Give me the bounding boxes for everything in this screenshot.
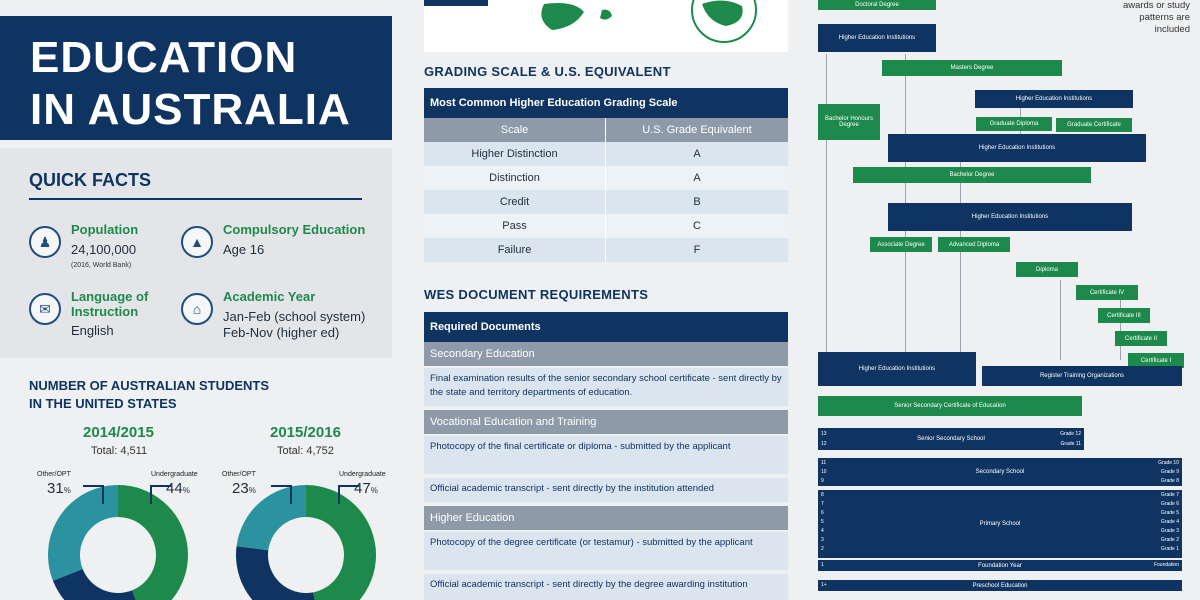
grade-label: Grade 2 <box>1160 537 1179 543</box>
other-label: Other/OPT <box>37 471 71 478</box>
hei-box-2: Higher Education Institutions <box>975 90 1133 108</box>
fact-label-line-1: Language of <box>71 289 149 304</box>
box-label: Senior Secondary School <box>917 436 985 442</box>
requirement-item: Official academic transcript - sent directly by the degree awarding institution <box>424 574 788 600</box>
undergraduate-slice <box>118 485 188 600</box>
level-number: 2 <box>821 546 824 552</box>
certificate-iv-box: Certificate IV <box>1076 285 1138 300</box>
level-number: 3 <box>821 537 824 543</box>
donut-chart-2014 <box>47 484 189 600</box>
us-grade-cell: A <box>605 142 788 166</box>
wes-heading: WES DOCUMENT REQUIREMENTS <box>424 287 649 302</box>
other-opt-slice <box>48 485 118 581</box>
certificate-iii-box: Certificate III <box>1098 308 1150 323</box>
grading-table-title: Most Common Higher Education Grading Scale <box>424 88 788 118</box>
table-row <box>424 166 788 190</box>
hei-box-5: Higher Education Institutions <box>818 352 976 386</box>
fact-label: Academic Year <box>223 289 316 304</box>
us-grade-cell: F <box>605 238 788 262</box>
level-number: 5 <box>821 519 824 525</box>
grade-label: Grade 11 <box>1060 441 1081 447</box>
grade-label: Grade 6 <box>1160 501 1179 507</box>
fact-population <box>29 222 179 282</box>
other-percent: 31% <box>47 480 71 497</box>
us-grade-cell: A <box>605 166 788 190</box>
year-label: 2014/2015 <box>83 424 154 441</box>
other-opt-slice <box>237 485 306 550</box>
title-line-1: EDUCATION <box>30 33 298 82</box>
fact-value: 24,100,000 <box>71 242 137 257</box>
grade-label: Grade 7 <box>1160 492 1179 498</box>
advanced-diploma-box: Advanced Diploma <box>938 237 1010 252</box>
grading-heading: GRADING SCALE & U.S. EQUIVALENT <box>424 64 671 79</box>
requirement-item: Final examination results of the senior secondary school certificate - sent directly by the state and territory departments of education. <box>424 368 788 406</box>
donut-chart-2015 <box>235 484 377 600</box>
students-heading-line-2: IN THE UNITED STATES <box>29 396 177 411</box>
hei-box-3: Higher Education Institutions <box>888 134 1146 162</box>
grade-label: Grade 3 <box>1160 528 1179 534</box>
fact-label: Population <box>71 222 139 237</box>
connector-line <box>960 160 961 360</box>
level-number: 10 <box>821 469 827 475</box>
foundation-year-box <box>818 560 1182 571</box>
map-card <box>424 0 788 52</box>
rto-box: Register Training Organizations <box>982 366 1182 386</box>
fact-value-line-2: Feb-Nov (higher ed) <box>223 325 340 340</box>
undergraduate-percent: 44% <box>166 480 190 497</box>
grade-label: Grade 8 <box>1160 478 1179 484</box>
connector-line <box>826 54 827 354</box>
divider <box>29 198 362 200</box>
people-icon: ♟ <box>29 226 61 258</box>
year-total: Total: 4,511 <box>91 445 148 457</box>
table-row <box>424 214 788 238</box>
diploma-box: Diploma <box>1016 262 1078 277</box>
primary-school-box <box>818 490 1182 558</box>
speech-bubble-icon: ✉ <box>29 293 61 325</box>
senior-secondary-school-box <box>818 428 1084 450</box>
grade-label: Grade 5 <box>1160 510 1179 516</box>
us-grade-cell: B <box>605 190 788 214</box>
fact-value: Age 16 <box>223 242 265 257</box>
undergraduate-percent: 47% <box>354 480 378 497</box>
box-label: Secondary School <box>975 469 1025 475</box>
scale-cell: Failure <box>497 244 532 256</box>
scale-cell: Higher Distinction <box>471 148 558 160</box>
level-number: 9 <box>821 478 824 484</box>
diagram-note <box>1090 0 1190 36</box>
column-header: Scale <box>500 124 529 136</box>
requirement-section-title: Secondary Education <box>424 342 788 366</box>
undergraduate-label: Undergraduate <box>339 471 386 478</box>
requirement-item: Photocopy of the final certificate or diploma - submitted by the applicant <box>424 436 788 474</box>
level-number: 11 <box>821 460 827 466</box>
fact-value: English <box>71 323 114 338</box>
bachelor-honours-box: Bachelor Honours Degree <box>818 104 880 140</box>
level-number: 7 <box>821 501 824 507</box>
grade-label: Grade 10 <box>1158 460 1179 466</box>
other-percent: 23% <box>232 480 256 497</box>
grade-label: Grade 1 <box>1160 546 1179 552</box>
requirement-section-title: Vocational Education and Training <box>424 410 788 434</box>
level-number: 8 <box>821 492 824 498</box>
box-label: Preschool Education <box>972 582 1028 589</box>
level-number: 12 <box>821 441 827 447</box>
graduate-slice <box>236 546 319 600</box>
title-banner <box>0 16 392 140</box>
grade-label: Grade 12 <box>1060 431 1081 437</box>
fact-compulsory <box>181 222 381 282</box>
students-heading <box>29 377 329 413</box>
graduate-certificate-box: Graduate Certificate <box>1056 118 1132 132</box>
year-label: 2015/2016 <box>270 424 341 441</box>
fact-note: (2016, World Bank) <box>71 262 132 269</box>
scale-cell: Pass <box>502 220 527 232</box>
quick-facts-heading: QUICK FACTS <box>29 170 152 190</box>
box-label: Foundation Year <box>978 562 1022 569</box>
associate-degree-box: Associate Degree <box>870 237 932 252</box>
other-label: Other/OPT <box>222 471 256 478</box>
graduation-cap-icon: ▲ <box>181 226 213 258</box>
grade-label: Foundation <box>1153 562 1179 568</box>
fact-academic-year <box>181 289 386 349</box>
connector-line <box>1060 280 1061 360</box>
grade-label: Grade 4 <box>1160 519 1179 525</box>
students-heading-line-1: NUMBER OF AUSTRALIAN STUDENTS <box>29 378 270 393</box>
level-number: 13 <box>821 431 827 437</box>
school-building-icon: ⌂ <box>181 293 213 325</box>
us-grade-cell: C <box>605 214 788 238</box>
note-line: patterns are <box>1139 12 1190 23</box>
fact-label: Compulsory Education <box>223 222 366 237</box>
grade-label: Grade 9 <box>1160 469 1179 475</box>
box-label: Primary School <box>979 521 1021 527</box>
hei-box-1: Higher Education Institutions <box>818 24 936 52</box>
table-row <box>424 142 788 166</box>
fact-language <box>29 289 179 349</box>
ssce-box: Senior Secondary Certificate of Education <box>818 396 1082 416</box>
hei-box-4: Higher Education Institutions <box>888 203 1132 231</box>
wes-table-title: Required Documents <box>424 312 788 342</box>
fact-value-line-1: Jan-Feb (school system) <box>223 309 366 324</box>
note-line: awards or study <box>1122 0 1190 11</box>
level-number: 1 <box>821 562 824 568</box>
scale-cell: Distinction <box>489 172 540 184</box>
level-number: 1+ <box>821 582 827 588</box>
requirement-item: Official academic transcript - sent directly by the institution attended <box>424 478 788 502</box>
doctoral-degree-box: Doctoral Degree <box>818 0 936 10</box>
year-total: Total: 4,752 <box>277 445 334 457</box>
quick-facts-panel <box>0 148 392 358</box>
title-line-2: IN AUSTRALIA <box>30 85 351 134</box>
graduate-diploma-box: Graduate Diploma <box>976 117 1052 131</box>
bachelor-degree-box: Bachelor Degree <box>853 167 1091 183</box>
undergraduate-slice <box>306 485 376 600</box>
fact-label-line-2: Instruction <box>71 304 139 319</box>
certificate-ii-box: Certificate II <box>1115 331 1167 346</box>
table-row <box>424 238 788 262</box>
requirement-section-title: Higher Education <box>424 506 788 530</box>
requirement-item: Photocopy of the degree certificate (or testamur) - submitted by the applicant <box>424 532 788 570</box>
column-header: U.S. Grade Equivalent <box>605 118 788 142</box>
certificate-i-box: Certificate I <box>1128 353 1184 368</box>
grading-header-row <box>424 118 788 142</box>
world-map-icon <box>424 0 788 52</box>
secondary-school-box <box>818 458 1182 486</box>
table-row <box>424 190 788 214</box>
masters-degree-box: Masters Degree <box>882 60 1062 76</box>
level-number: 4 <box>821 528 824 534</box>
level-number: 6 <box>821 510 824 516</box>
undergraduate-label: Undergraduate <box>151 471 198 478</box>
scale-cell: Credit <box>499 196 530 208</box>
preschool-box <box>818 580 1182 591</box>
note-line: included <box>1154 24 1190 35</box>
